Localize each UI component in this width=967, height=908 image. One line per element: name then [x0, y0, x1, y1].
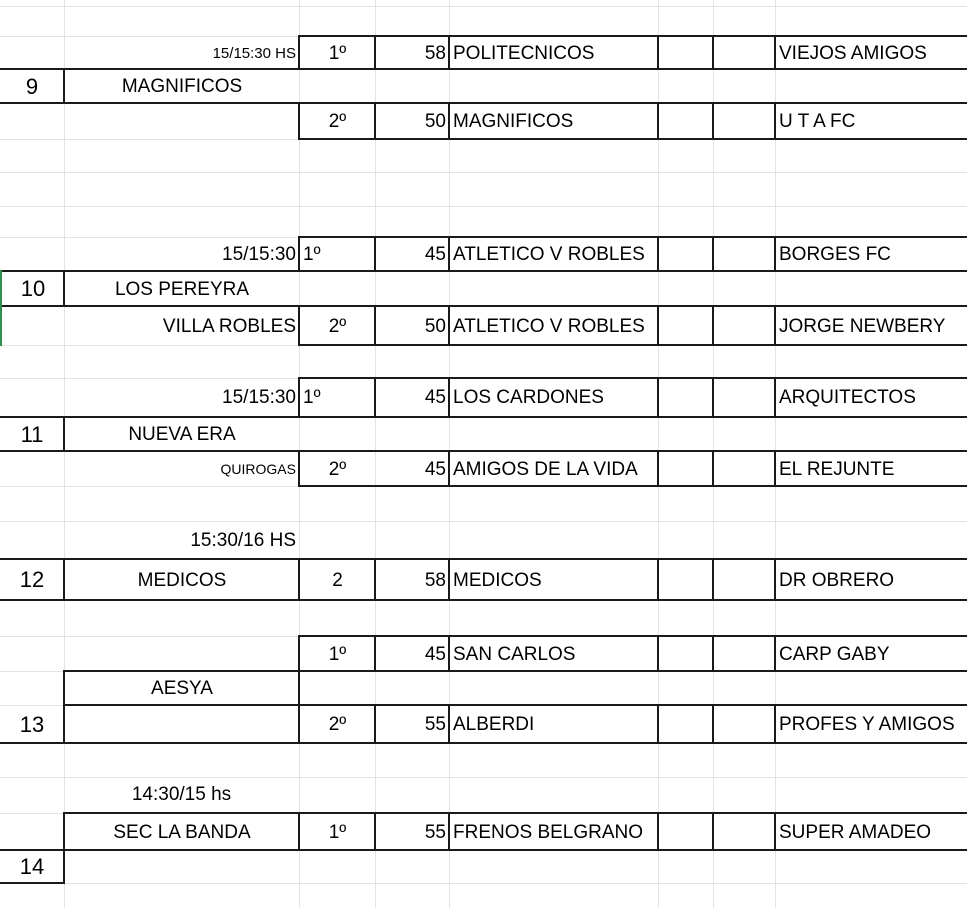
half-cell[interactable]: 2º [328, 315, 347, 337]
gridline [0, 883, 967, 884]
cell-border [712, 236, 714, 272]
minutes-cell[interactable]: 45 [424, 458, 446, 480]
half-cell[interactable]: 1º [303, 387, 321, 408]
venue-cell[interactable]: AESYA [151, 678, 213, 699]
home-team-cell[interactable]: SAN CARLOS [453, 643, 576, 665]
time-slot-cell[interactable]: 15/15:30 HS [212, 44, 296, 62]
venue-cell[interactable]: NUEVA ERA [128, 424, 236, 445]
home-team-cell[interactable]: MAGNIFICOS [453, 111, 574, 132]
minutes-cell[interactable]: 50 [424, 111, 446, 132]
home-team-cell[interactable]: LOS CARDONES [453, 387, 604, 408]
group-number-cell[interactable]: 12 [19, 567, 45, 592]
time-slot-cell[interactable]: 14:30/15 hs [131, 784, 232, 805]
minutes-cell[interactable]: 58 [424, 42, 446, 64]
minutes-cell[interactable]: 55 [424, 714, 446, 735]
minutes-cell[interactable]: 50 [424, 315, 446, 337]
time-slot-cell[interactable]: 15:30/16 HS [190, 530, 296, 551]
away-team-cell[interactable]: ARQUITECTOS [779, 387, 916, 408]
half-cell[interactable]: 1º [303, 243, 321, 265]
half-cell[interactable]: 2º [328, 458, 347, 480]
cell-border [712, 305, 714, 346]
cell-border [712, 704, 714, 744]
group-number-cell[interactable]: 10 [20, 276, 46, 301]
away-team-cell[interactable]: DR OBRERO [779, 569, 895, 591]
away-team-cell[interactable]: SUPER AMADEO [779, 821, 932, 843]
group-number-cell[interactable]: 11 [20, 421, 44, 447]
cell-border [712, 377, 714, 418]
venue-cell[interactable]: VILLA ROBLES [162, 315, 296, 337]
home-team-cell[interactable]: ALBERDI [453, 714, 535, 735]
group-number-cell[interactable]: 13 [19, 711, 45, 737]
home-team-cell[interactable]: FRENOS BELGRANO [453, 821, 644, 843]
home-team-cell[interactable]: ATLETICO V ROBLES [453, 243, 645, 265]
cell-border [712, 812, 714, 851]
half-cell[interactable]: 1º [328, 821, 347, 843]
minutes-cell[interactable]: 45 [424, 643, 446, 665]
venue-cell[interactable]: LOS PEREYRA [114, 278, 250, 300]
half-cell[interactable]: 1º [328, 643, 347, 665]
minutes-cell[interactable]: 45 [424, 243, 446, 265]
cell-border [712, 558, 714, 601]
time-slot-cell[interactable]: 15/15:30 [222, 387, 296, 408]
away-team-cell[interactable]: CARP GABY [779, 643, 890, 665]
away-team-cell[interactable]: EL REJUNTE [779, 458, 895, 480]
cell-border [712, 102, 714, 140]
away-team-cell[interactable]: BORGES FC [779, 243, 891, 265]
away-team-cell[interactable]: PROFES Y AMIGOS [779, 714, 955, 735]
venue-cell[interactable]: QUIROGAS [220, 461, 296, 477]
away-team-cell[interactable]: JORGE NEWBERY [779, 315, 946, 337]
half-cell[interactable]: 2º [328, 111, 347, 132]
minutes-cell[interactable]: 45 [424, 387, 446, 408]
group-number-cell[interactable]: 9 [25, 73, 39, 99]
away-team-cell[interactable]: U T A FC [779, 111, 856, 132]
home-team-cell[interactable]: MEDICOS [453, 569, 542, 591]
gridline [0, 6, 967, 7]
venue-cell[interactable]: MAGNIFICOS [121, 76, 243, 97]
half-cell[interactable]: 2 [332, 569, 343, 591]
home-team-cell[interactable]: AMIGOS DE LA VIDA [453, 458, 638, 480]
home-team-cell[interactable]: ATLETICO V ROBLES [453, 315, 645, 337]
venue-cell[interactable]: SEC LA BANDA [113, 821, 251, 843]
venue-cell[interactable]: MEDICOS [137, 569, 227, 591]
group-number-cell[interactable]: 14 [19, 854, 45, 879]
time-slot-cell[interactable]: 15/15:30 [222, 243, 296, 265]
half-cell[interactable]: 2º [328, 714, 347, 735]
minutes-cell[interactable]: 55 [424, 821, 446, 843]
gridline [0, 206, 967, 207]
away-team-cell[interactable]: VIEJOS AMIGOS [779, 42, 927, 64]
half-cell[interactable]: 1º [328, 42, 347, 64]
cell-border [712, 635, 714, 672]
gridline [0, 172, 967, 173]
home-team-cell[interactable]: POLITECNICOS [453, 42, 595, 64]
cell-border [712, 35, 714, 70]
cell-border [712, 450, 714, 487]
minutes-cell[interactable]: 58 [424, 569, 446, 591]
